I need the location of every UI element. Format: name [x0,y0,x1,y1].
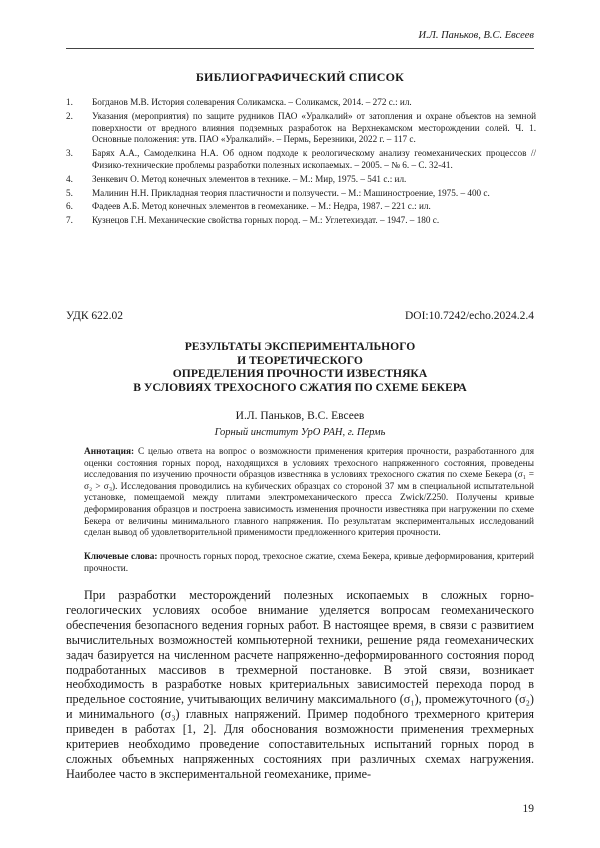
bibliography-item [66,201,536,213]
udk-code: УДК 622.02 [66,310,123,322]
authors: И.Л. Паньков, В.С. Евсеев [235,410,365,422]
bib-item-text: Барях А.А., Самоделкина Н.А. Об одном подходе к реологическому анализу геомеханических процессов // Физико-технические проблемы разработки полезных ископаемых. – 2005. – № 6. – С. 32-41. [92,148,536,170]
doi-code: DOI:10.7242/echo.2024.2.4 [404,310,534,322]
title-line: РЕЗУЛЬТАТЫ ЭКСПЕРИМЕНТАЛЬНОГО [184,340,416,353]
bib-item-text: Малинин Н.Н. Прикладная теория пластичности и ползучести. – М.: Машиностроение, 1975. – 400 с. [92,187,490,198]
bib-item-number: 1. [66,97,73,107]
affiliation: Горный институт УрО РАН, г. Пермь [214,427,386,438]
bib-item-text: Указания (мероприятия) по защите рудников ПАО «Уралкалий» от затопления и охране объектов на земной поверхности от вредного влияния подземных разработок на Верхнекамском месторождении солей. Ч. 1. Основные положения: утв. ПАО «Уралкалий». – Пермь, Березники, 2022 г. – 117 с. [92,110,536,145]
body-paragraph: При разработки месторождений полезных ископаемых в сложных горно-геологических условиях особое внимание уделяется вопросам геомеханического обеспечения безопасного ведения горных работ. В настоящее время, в связи с развитием вычислительных возможностей компьютерной техники, решение ряда геомеханических задач базируется на численном расчете напряженно-деформированного состояния пород подработанных массивов в трехмерной постановке. В этой связи, возникает необходимость в разработке новых критериальных зависимостей перехода пород в предельное состояние, учитывающих величину максимального (σ₁), промежуточного (σ₂) и минимального (σ₃) главных напряжений. Пример подобного трехмерного критерия приведен в работах [1, 2]. Для обоснования возможности применения трехмерных критериев необходимо проведение сопоставительных испытаний горных пород в сложных объемных напряженных состояниях при различных схемах нагружения. Наиболее часто в экспериментальной геомеханике, приме- [66,588,534,781]
bibliography-title: БИБЛИОГРАФИЧЕСКИЙ СПИСОК [195,70,405,84]
abstract [84,447,534,540]
abstract-label: Аннотация: [84,447,135,457]
title-line: ОПРЕДЕЛЕНИЯ ПРОЧНОСТИ ИЗВЕСТНЯКА [172,367,428,381]
bib-item-number: 2. [66,110,73,121]
bib-item-number: 3. [66,148,73,159]
keywords [84,552,534,575]
abstract-text: С целью ответа на вопрос о возможности применения критерия прочности, разработанного для оценки состояния горных пород, находящихся в условиях трехосного напряженного состояния, проведены исследования по изучению прочности образцов известняка в условиях трехосного сжатия по схеме Бекера (σ₁ = σ₂ > σ₃). Исследования проводились на кубических образцах со стороной 37 мм в специальной испытательной установке, помещаемой между плитами электромеханического пресса Zwick/Z250. Получены кривые деформирования образцов и построена зависимость изменения прочности известняка при нагружении по схеме Бекера от величины минимального главного напряжения. По результатам экспериментальных исследований сделан вывод об удовлетворительной применимости предложенного критерия прочности. [84,447,534,539]
bib-item-number: 5. [66,187,73,198]
page-number: 19 [522,803,534,815]
bib-item-text: Кузнецов Г.Н. Механические свойства горных пород. – М.: Углетехиздат. – 1947. – 180 с. [92,215,440,226]
title-line: В УСЛОВИЯХ ТРЕХОСНОГО СЖАТИЯ ПО СХЕМЕ БЕКЕРА [133,380,467,394]
bibliography-item [66,148,536,172]
bib-item-number: 7. [66,215,73,226]
bibliography-item [66,111,536,146]
bibliography-item [66,188,536,200]
running-head: И.Л. Паньков, В.С. Евсеев [418,30,534,41]
bib-item-text: Фадеев А.Б. Метод конечных элементов в геомеханике. – М.: Недра, 1987. – 221 с.: ил. [92,201,431,212]
keywords-label: Ключевые слова: [84,552,158,562]
keywords-text: прочность горных пород, трехосное сжатие, схема Бекера, кривые деформирования, критерий прочности. [84,552,534,574]
bibliography-list [66,97,536,229]
header-rule [66,48,534,49]
udk-doi-row [66,310,534,322]
article-title [66,340,534,394]
bib-item-text: Богданов М.В. История солеварения Соликамска. – Соликамск, 2014. – 272 с.: ил. [92,97,412,107]
bib-item-text: Зенкевич О. Метод конечных элементов в технике. – М.: Мир, 1975. – 541 с.: ил. [92,173,407,184]
title-line: И ТЕОРЕТИЧЕСКОГО [237,353,363,367]
bib-item-number: 6. [66,201,73,212]
bibliography-item [66,97,536,109]
bibliography-item [66,174,536,186]
bibliography-item [66,215,536,227]
bib-item-number: 4. [66,173,73,184]
